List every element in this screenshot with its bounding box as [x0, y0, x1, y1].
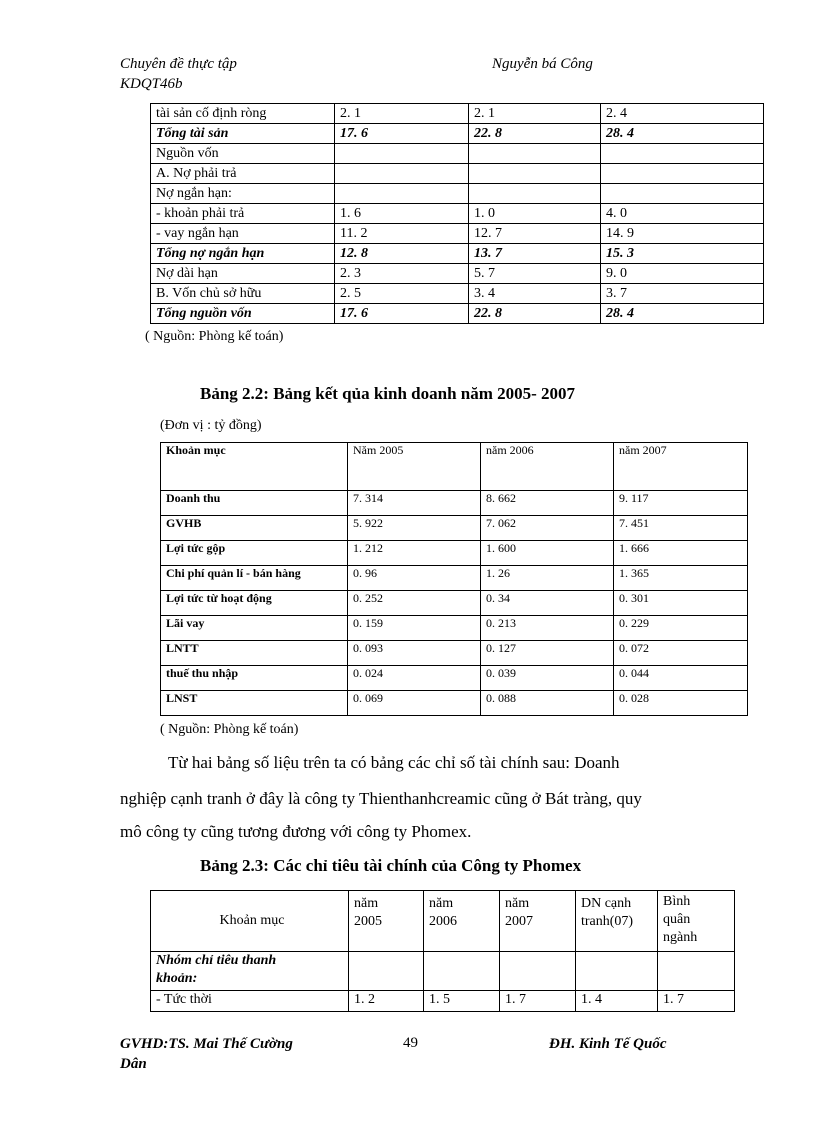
row-label: Chi phí quản lí - bán hàng	[161, 566, 348, 591]
header-industry-line3: ngành	[663, 930, 698, 945]
table3-header-item: Khoản mục	[151, 891, 349, 952]
row-label: thuế thu nhập	[161, 666, 348, 691]
table-row	[161, 491, 748, 516]
row-value: 12. 7	[469, 224, 601, 244]
row-value: 9. 0	[601, 264, 764, 284]
row-label: Doanh thu	[161, 491, 348, 516]
table3-value-industry: 1. 7	[658, 991, 735, 1012]
table3-value-2007: 1. 7	[500, 991, 576, 1012]
business-results-table	[160, 442, 748, 716]
row-value: 0. 044	[614, 666, 748, 691]
table-row	[161, 666, 748, 691]
row-value: 5. 922	[348, 516, 481, 541]
header-2007-line1: năm	[505, 896, 530, 911]
table-row	[161, 566, 748, 591]
row-value: 15. 3	[601, 244, 764, 264]
table-row	[151, 184, 764, 204]
table-row	[161, 641, 748, 666]
row-value: 13. 7	[469, 244, 601, 264]
row-value: 1. 600	[481, 541, 614, 566]
table-row	[161, 541, 748, 566]
row-value: 3. 7	[601, 284, 764, 304]
header-competitor-line2: tranh(07)	[581, 914, 634, 929]
table-row	[151, 124, 764, 144]
row-label: - vay ngắn hạn	[151, 224, 335, 244]
row-value	[469, 184, 601, 204]
header-author: Nguyễn bá Công	[492, 56, 593, 72]
row-value: 1. 666	[614, 541, 748, 566]
table3-value-2005: 1. 2	[349, 991, 424, 1012]
header-industry-line2: quân	[663, 912, 691, 927]
paragraph-line-1: Từ hai bảng số liệu trên ta có bảng các chỉ số tài chính sau: Doanh	[168, 753, 620, 772]
row-value	[335, 144, 469, 164]
row-label: Lãi vay	[161, 616, 348, 641]
balance-sheet-table	[150, 103, 764, 324]
table3-row-label: - Tức thời	[151, 991, 349, 1012]
table2-unit: (Đơn vị : tỷ đồng)	[160, 418, 262, 433]
row-label: Tổng nguồn vốn	[151, 304, 335, 324]
row-label: - khoản phải trả	[151, 204, 335, 224]
row-value	[601, 164, 764, 184]
row-value: 2. 3	[335, 264, 469, 284]
table2-title: Bảng 2.2: Bảng kết qủa kinh doanh năm 2005- 2007	[200, 384, 576, 403]
row-label: Nợ ngắn hạn:	[151, 184, 335, 204]
group-label-line2: khoản:	[156, 971, 198, 986]
table-cell	[500, 952, 576, 991]
table3-header-2007	[500, 891, 576, 952]
row-value: 0. 96	[348, 566, 481, 591]
table3-title: Bảng 2.3: Các chỉ tiêu tài chính của Công ty Phomex	[200, 856, 582, 875]
header-2006-line1: năm	[429, 896, 454, 911]
table3-header-2006	[424, 891, 500, 952]
row-value: 28. 4	[601, 304, 764, 324]
paragraph-line-3: mô công ty cũng tương đương với công ty Phomex.	[120, 822, 472, 841]
table-row	[151, 204, 764, 224]
paragraph-line-2: nghiệp cạnh tranh ở đây là công ty Thienthanhcreamic cũng ở Bát tràng, quy	[120, 789, 642, 808]
table3-row-instant	[151, 991, 735, 1012]
row-value	[469, 164, 601, 184]
table-cell	[424, 952, 500, 991]
row-value: 0. 252	[348, 591, 481, 616]
header-2007-line2: 2007	[505, 914, 533, 929]
footer-left	[120, 1034, 293, 1074]
row-value: 2. 1	[335, 104, 469, 124]
row-value: 7. 451	[614, 516, 748, 541]
row-value: 1. 0	[469, 204, 601, 224]
row-value: 3. 4	[469, 284, 601, 304]
table2-header-2006: năm 2006	[481, 443, 614, 491]
row-label: LNTT	[161, 641, 348, 666]
row-value: 7. 062	[481, 516, 614, 541]
row-value: 1. 6	[335, 204, 469, 224]
row-value: 0. 159	[348, 616, 481, 641]
header-2006-line2: 2006	[429, 914, 457, 929]
row-value	[469, 144, 601, 164]
row-label: Nguồn vốn	[151, 144, 335, 164]
row-label: GVHB	[161, 516, 348, 541]
row-value: 0. 213	[481, 616, 614, 641]
header-class: KDQT46b	[120, 76, 183, 92]
table-row	[151, 224, 764, 244]
table-row	[161, 616, 748, 641]
page-number: 49	[403, 1035, 418, 1051]
row-label: tài sản cố định ròng	[151, 104, 335, 124]
table2-header-item: Khoản mục	[161, 443, 348, 491]
row-value	[335, 164, 469, 184]
header-course: Chuyên đề thực tập	[120, 56, 237, 72]
row-value: 0. 229	[614, 616, 748, 641]
row-value: 2. 5	[335, 284, 469, 304]
row-value: 22. 8	[469, 124, 601, 144]
header-industry-line1: Bình	[663, 894, 691, 909]
table1-source: ( Nguồn: Phòng kế toán)	[145, 329, 284, 344]
row-value: 0. 301	[614, 591, 748, 616]
row-value	[601, 144, 764, 164]
table-row	[151, 284, 764, 304]
row-label: B. Vốn chủ sở hữu	[151, 284, 335, 304]
header-competitor-line1: DN cạnh	[581, 896, 632, 911]
table3-header-competitor	[576, 891, 658, 952]
table-row	[151, 104, 764, 124]
row-value: 0. 34	[481, 591, 614, 616]
row-label: Lợi tức gộp	[161, 541, 348, 566]
row-label: Tổng nợ ngắn hạn	[151, 244, 335, 264]
table-row	[151, 264, 764, 284]
table3-group-label	[151, 952, 349, 991]
header-2005-line2: 2005	[354, 914, 382, 929]
row-value: 1. 212	[348, 541, 481, 566]
row-value: 1. 365	[614, 566, 748, 591]
table2-header-2005: Năm 2005	[348, 443, 481, 491]
row-value	[335, 184, 469, 204]
table2-header-2007: năm 2007	[614, 443, 748, 491]
row-value: 0. 039	[481, 666, 614, 691]
header-2005-line1: năm	[354, 896, 379, 911]
row-value: 11. 2	[335, 224, 469, 244]
row-value: 2. 1	[469, 104, 601, 124]
table2-source: ( Nguồn: Phòng kế toán)	[160, 722, 299, 737]
row-value: 17. 6	[335, 304, 469, 324]
footer-advisor: GVHD:TS. Mai Thế Cường	[120, 1036, 293, 1052]
financial-ratios-table	[150, 890, 735, 1012]
table-row	[151, 244, 764, 264]
footer-advisor-cont: Dân	[120, 1056, 147, 1072]
table3-value-competitor: 1. 4	[576, 991, 658, 1012]
row-value: 9. 117	[614, 491, 748, 516]
table-row	[151, 304, 764, 324]
row-value: 17. 6	[335, 124, 469, 144]
row-label: LNST	[161, 691, 348, 716]
row-value: 12. 8	[335, 244, 469, 264]
table3-group-row	[151, 952, 735, 991]
row-value: 0. 088	[481, 691, 614, 716]
table-row	[161, 516, 748, 541]
row-value: 4. 0	[601, 204, 764, 224]
row-value: 0. 127	[481, 641, 614, 666]
footer-university: ĐH. Kinh Tế Quốc	[549, 1036, 667, 1052]
row-label: A. Nợ phải trả	[151, 164, 335, 184]
table3-header-industry	[658, 891, 735, 952]
row-value: 0. 072	[614, 641, 748, 666]
table-row	[161, 691, 748, 716]
table-cell	[576, 952, 658, 991]
row-value: 5. 7	[469, 264, 601, 284]
row-value: 14. 9	[601, 224, 764, 244]
row-value: 0. 069	[348, 691, 481, 716]
header-left	[120, 54, 237, 94]
row-value: 7. 314	[348, 491, 481, 516]
row-label: Lợi tức từ hoạt động	[161, 591, 348, 616]
row-value: 0. 028	[614, 691, 748, 716]
table3-value-2006: 1. 5	[424, 991, 500, 1012]
row-value: 22. 8	[469, 304, 601, 324]
row-value: 0. 024	[348, 666, 481, 691]
table-cell	[658, 952, 735, 991]
table-row	[161, 591, 748, 616]
row-label: Nợ dài hạn	[151, 264, 335, 284]
table-row	[151, 164, 764, 184]
table-row	[151, 144, 764, 164]
row-value	[601, 184, 764, 204]
table2-header-row	[161, 443, 748, 491]
row-value: 1. 26	[481, 566, 614, 591]
row-value: 2. 4	[601, 104, 764, 124]
row-label: Tổng tài sản	[151, 124, 335, 144]
row-value: 28. 4	[601, 124, 764, 144]
table-cell	[349, 952, 424, 991]
table3-header-row	[151, 891, 735, 952]
group-label-line1: Nhóm chỉ tiêu thanh	[156, 953, 277, 968]
row-value: 0. 093	[348, 641, 481, 666]
table3-header-2005	[349, 891, 424, 952]
row-value: 8. 662	[481, 491, 614, 516]
